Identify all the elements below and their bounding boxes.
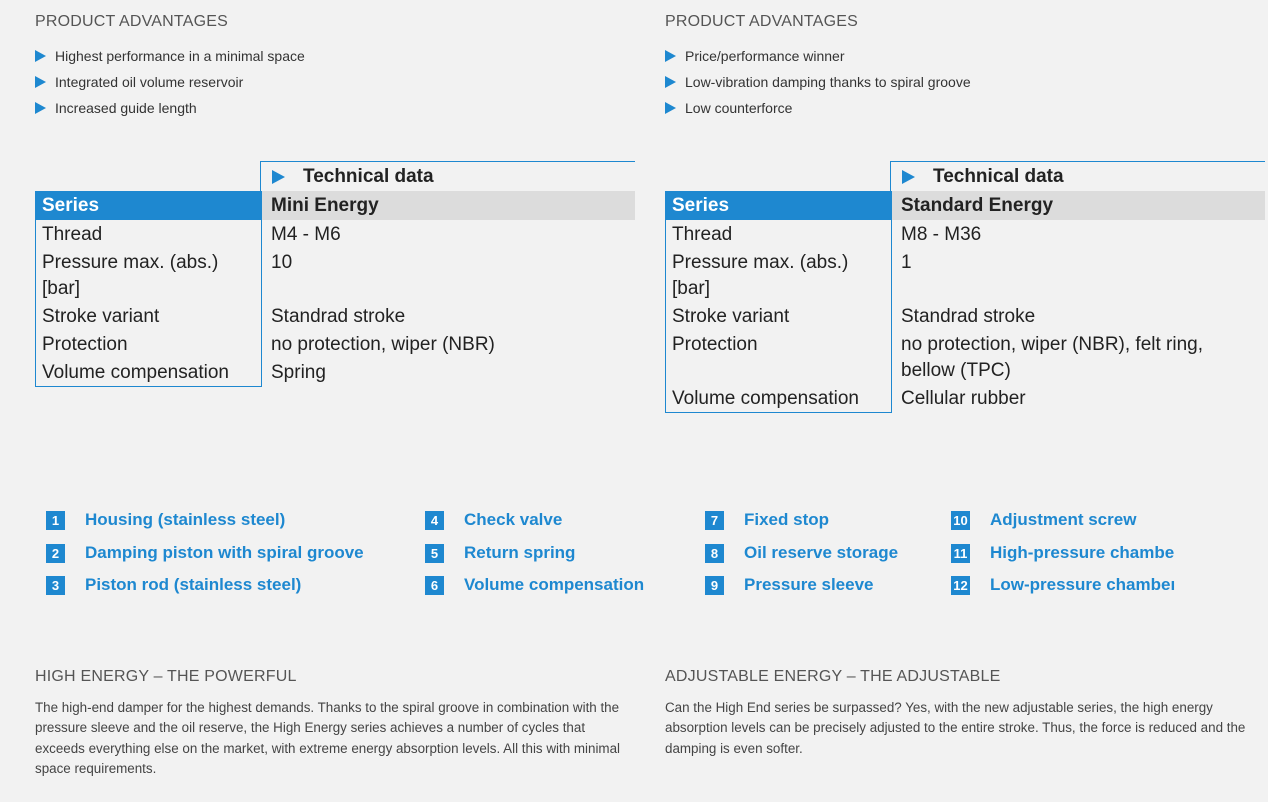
advantage-text: Increased guide length [55, 100, 197, 116]
legend-label: Adjustment screw [990, 510, 1137, 529]
spec-value: no protection, wiper (NBR) [271, 334, 495, 355]
legend-number: 1 [46, 511, 65, 530]
legend-number: 10 [951, 511, 970, 530]
advantage-item [665, 69, 971, 95]
legend-label: Pressure sleeve [744, 575, 874, 594]
spec-label: Volume compensation [36, 358, 262, 387]
section-text: Can the High End series be surpassed? Yes, with the new adjustable series, the high energy absorption levels can be precisely adjusted to the entire stroke. Thus, the force is reduced and the damping is even softer. [665, 700, 1246, 756]
spec-value: Spring [271, 362, 326, 383]
triangle-right-icon [665, 102, 676, 114]
legend-label: Check valve [464, 510, 563, 529]
advantage-text: Integrated oil volume reservoir [55, 74, 244, 90]
spec-value: 10 [271, 252, 293, 273]
legend-item [951, 508, 1187, 532]
legend-number: 2 [46, 544, 65, 563]
triangle-right-icon [665, 76, 676, 88]
legend-label: Oil reserve storage [744, 543, 899, 562]
legend-item [425, 573, 644, 597]
triangle-right-icon [35, 50, 46, 62]
advantage-item [665, 43, 971, 69]
triangle-right-icon [902, 170, 915, 184]
section-text: The high-end damper for the highest demands. Thanks to the spiral groove in combination with the pressure sleeve and the oil reserve, the High Energy series achieves a number of cycles that exceeds everything else on the market, with extreme energy absorption levels. All this with minimal space requirements. [35, 700, 620, 776]
spec-value: Standrad stroke [271, 306, 406, 327]
legend-label: Piston rod (stainless steel) [85, 575, 302, 594]
spec-table [665, 191, 1265, 413]
advantage-text: Low counterforce [685, 100, 793, 116]
advantage-text: Price/performance winner [685, 48, 845, 64]
legend-item [425, 541, 575, 565]
spec-row [666, 220, 1265, 248]
spec-label: Thread [666, 220, 892, 248]
advantage-text: Highest performance in a minimal space [55, 48, 305, 64]
spec-label: Stroke variant [36, 302, 262, 330]
spec-value: Cellular rubber [901, 388, 1026, 409]
advantages-list [665, 43, 971, 121]
spec-label: Pressure max. (abs.) [bar] [666, 248, 892, 302]
series-value: Standard Energy [892, 191, 1265, 220]
series-row [666, 191, 1265, 220]
spec-label: Volume compensation [666, 384, 892, 413]
advantages-list [35, 43, 305, 121]
legend-label: High-pressure chambe [990, 543, 1175, 562]
spec-row [666, 330, 1265, 384]
legend-number: 3 [46, 576, 65, 595]
legend-number: 7 [705, 511, 724, 530]
spec-value: Standrad stroke [901, 306, 1036, 327]
legend-item [951, 541, 1187, 565]
component-legend [0, 508, 1268, 608]
advantage-item [35, 69, 305, 95]
section-title: HIGH ENERGY – THE POWERFUL [35, 668, 297, 685]
legend-label: Damping piston with spiral groove [85, 543, 364, 562]
advantages-title: PRODUCT ADVANTAGES [35, 13, 228, 30]
spec-value: 1 [901, 252, 912, 273]
spec-row [36, 220, 635, 248]
series-label: Series [666, 191, 892, 220]
legend-label: Low-pressure chambeı [990, 575, 1176, 594]
advantage-text: Low-vibration damping thanks to spiral groove [685, 74, 971, 90]
spec-row [666, 384, 1265, 413]
spec-value: no protection, wiper (NBR), felt ring, bellow (TPC) [901, 334, 1204, 381]
triangle-right-icon [35, 76, 46, 88]
spec-row [36, 358, 635, 387]
legend-number: 5 [425, 544, 444, 563]
triangle-right-icon [272, 170, 285, 184]
legend-number: 4 [425, 511, 444, 530]
spec-row [666, 248, 1265, 302]
legend-item [46, 508, 285, 532]
technical-data-header [890, 161, 1265, 191]
legend-number: 9 [705, 576, 724, 595]
spec-label: Pressure max. (abs.) [bar] [36, 248, 262, 302]
legend-item [705, 541, 898, 565]
legend-item [46, 573, 301, 597]
advantage-item [665, 95, 971, 121]
triangle-right-icon [665, 50, 676, 62]
advantages-title: PRODUCT ADVANTAGES [665, 13, 858, 30]
advantage-item [35, 43, 305, 69]
legend-number: 8 [705, 544, 724, 563]
legend-number: 12 [951, 576, 970, 595]
legend-item [425, 508, 562, 532]
legend-label: Fixed stop [744, 510, 830, 529]
spec-label: Thread [36, 220, 262, 248]
legend-item [951, 573, 1187, 597]
spec-row [36, 302, 635, 330]
series-value: Mini Energy [262, 191, 635, 220]
legend-item [46, 541, 364, 565]
section-title: ADJUSTABLE ENERGY – THE ADJUSTABLE [665, 668, 1001, 685]
triangle-right-icon [35, 102, 46, 114]
spec-row [36, 330, 635, 358]
series-row [36, 191, 635, 220]
technical-data-title: Technical data [933, 165, 1064, 187]
legend-label: Housing (stainless steel) [85, 510, 286, 529]
spec-table [35, 191, 635, 387]
legend-label: Volume compensation [464, 575, 645, 594]
spec-label: Stroke variant [666, 302, 892, 330]
advantage-item [35, 95, 305, 121]
spec-row [666, 302, 1265, 330]
technical-data-title: Technical data [303, 165, 434, 187]
legend-item [705, 508, 829, 532]
legend-label: Return spring [464, 543, 576, 562]
legend-number: 11 [951, 544, 970, 563]
series-label: Series [36, 191, 262, 220]
legend-number: 6 [425, 576, 444, 595]
technical-data-header [260, 161, 635, 191]
spec-row [36, 248, 635, 302]
spec-label: Protection [36, 330, 262, 358]
legend-item [705, 573, 874, 597]
spec-value: M8 - M36 [901, 224, 982, 245]
spec-value: M4 - M6 [271, 224, 341, 245]
spec-label: Protection [666, 330, 892, 384]
